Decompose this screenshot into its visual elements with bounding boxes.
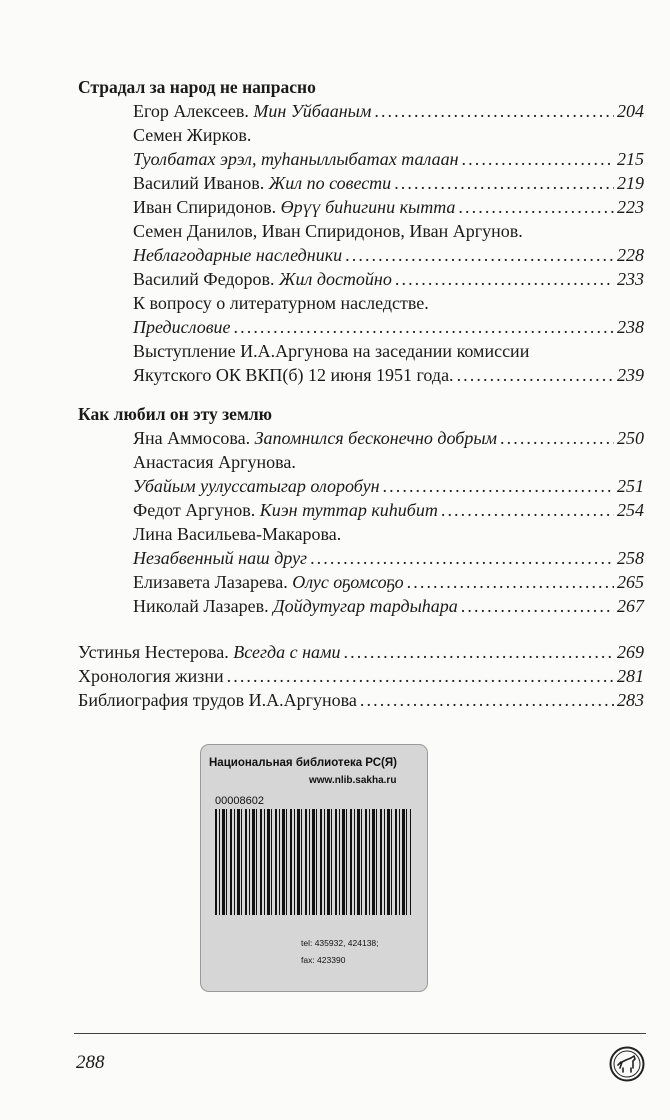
entry-page: 223 [617,197,644,217]
library-phone: tel: 435932, 424138; [301,938,379,948]
leader-dots [462,147,614,171]
entry-author: Елизавета Лазарева. [133,572,288,592]
toc-entry [78,688,644,712]
entry-author: Хронология жизни [78,666,224,686]
library-sticker [200,744,428,992]
leader-dots [394,171,614,195]
entry-author: Выступление И.А.Аргунова на заседании комиссии [133,341,530,361]
entry-page: 233 [617,269,644,289]
entry-work: Туолбатах эрэл, туһаныллыбатах талаан [133,149,459,169]
toc-entry [78,450,644,474]
entry-author: К вопросу о литературном наследстве. [133,293,429,313]
leader-dots [344,640,614,664]
page-number: 288 [76,1052,105,1073]
entry-page: 239 [617,365,644,385]
leader-dots [345,243,614,267]
entry-work: Всегда с нами [233,642,341,662]
toc-entry [78,195,644,219]
entry-author: Николай Лазарев. [133,596,269,616]
toc-entry [78,363,644,387]
entry-author: Иван Спиридонов. [133,197,277,217]
entry-work: Жил достойно [279,269,392,289]
barcode-icon [215,809,411,915]
toc-entry [78,123,644,147]
barcode-number: 00008602 [215,795,264,807]
entry-work: Олус оҕомсоҕо [292,572,404,592]
entry-work: Жил по совести [268,173,392,193]
entry-work: Предисловие [133,317,231,337]
entry-author: Лина Васильева-Макарова. [133,524,342,544]
entry-work: Запомнился бесконечно добрым [254,428,498,448]
toc-entry [78,291,644,315]
entry-page: 265 [617,572,644,592]
entry-author: Якутского ОК ВКП(б) 12 июня 1951 года. [133,365,454,385]
table-of-contents [78,76,644,712]
entry-work: Киэн туттар киһибит [259,500,438,520]
entry-author: Устинья Нестерова. [78,642,229,662]
entry-page: 269 [617,642,644,662]
leader-dots [227,664,614,688]
entry-page: 219 [617,173,644,193]
entry-work: Дойдутугар тардыһара [273,596,458,616]
leader-dots [407,570,614,594]
footer-divider [74,1033,646,1034]
leader-dots [395,267,614,291]
entry-author: Василий Федоров. [133,269,275,289]
entry-author: Федот Аргунов. [133,500,256,520]
toc-entry [78,664,644,688]
leader-dots [360,688,614,712]
leader-dots [234,315,614,339]
toc-entry [78,522,644,546]
entry-page: 283 [617,690,644,710]
entry-page: 258 [617,548,644,568]
entry-work: Неблагодарные наследники [133,245,343,265]
leader-dots [458,195,614,219]
toc-entry [78,243,644,267]
entry-page: 267 [617,596,644,616]
entry-author: Анастасия Аргунова. [133,452,296,472]
leader-dots [441,498,614,522]
library-name: Национальная библиотека РС(Я) [209,757,397,769]
entry-author: Василий Иванов. [133,173,265,193]
entry-page: 228 [617,245,644,265]
toc-entry [78,147,644,171]
toc-entry [78,219,644,243]
toc-entry [78,474,644,498]
leader-dots [457,363,614,387]
leader-dots [310,546,614,570]
publisher-horse-emblem-icon [609,1046,645,1082]
entry-author: Семен Данилов, Иван Спиридонов, Иван Аргунов. [133,221,523,241]
toc-entry [78,315,644,339]
library-url: www.nlib.sakha.ru [309,775,397,786]
section-title: Как любил он эту землю [78,404,273,424]
entry-work: Мин Уйбааным [253,101,372,121]
toc-entry [78,426,644,450]
entry-author: Библиография трудов И.А.Аргунова [78,690,357,710]
entry-author: Семен Жирков. [133,125,252,145]
toc-entry [78,594,644,618]
leader-dots [461,594,614,618]
entry-work: Убайым уулуссатыгар олоробун [133,476,380,496]
entry-author: Егор Алексеев. [133,101,249,121]
toc-entry [78,267,644,291]
leader-dots [383,474,614,498]
leader-dots [374,99,614,123]
entry-page: 238 [617,317,644,337]
toc-entry [78,498,644,522]
entry-page: 215 [617,149,644,169]
entry-page: 250 [617,428,644,448]
toc-entry [78,99,644,123]
section-title: Страдал за народ не напрасно [78,77,316,97]
leader-dots [500,426,614,450]
library-fax: fax: 423390 [301,955,346,965]
toc-entry [78,570,644,594]
entry-page: 251 [617,476,644,496]
entry-work: Өрүү биһигини кытта [280,197,456,217]
entry-page: 254 [617,500,644,520]
entry-author: Яна Аммосова. [133,428,251,448]
entry-page: 281 [617,666,644,686]
entry-work: Незабвенный наш друг [133,548,308,568]
toc-entry [78,640,644,664]
entry-page: 204 [617,101,644,121]
toc-entry [78,171,644,195]
toc-entry [78,339,644,363]
toc-entry [78,546,644,570]
